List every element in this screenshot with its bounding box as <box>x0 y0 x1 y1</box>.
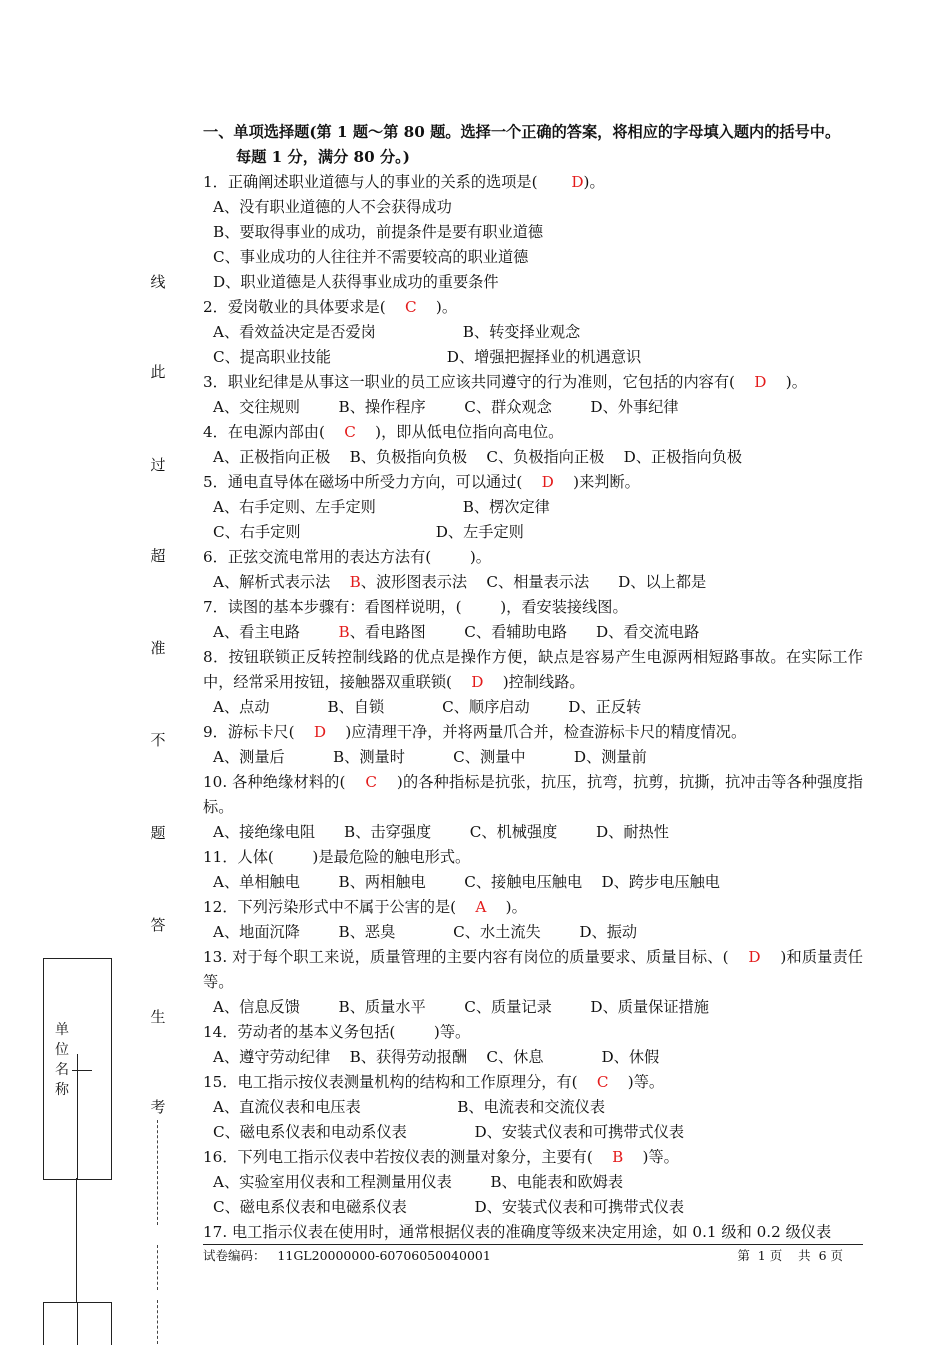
question-stem <box>203 595 863 620</box>
answer-mark: A <box>475 898 487 916</box>
margin-dash-line <box>157 1245 158 1290</box>
question-text-tail: )，即从低电位指向高电位。 <box>355 423 564 441</box>
margin-char: 考 <box>150 1098 166 1116</box>
question-text-tail: )应清理干净，并将两量爪合并，检查游标卡尺的精度情况。 <box>326 723 747 741</box>
question-text: 12．下列污染形式中不属于公害的是( <box>203 898 476 916</box>
answer-mark: D <box>313 723 327 741</box>
option-line: A、点动 B、自锁 C、顺序启动 D、正反转 <box>213 698 642 716</box>
question-text-tail: )控制线路。 <box>483 673 585 691</box>
option-line: C、磁电系仪表和电磁系仪表 D、安装式仪表和可携带式仪表 <box>213 1198 685 1216</box>
margin-char: 生 <box>150 1008 166 1026</box>
option-line: A、实验室用仪表和工程测量用仪表 B、电能表和欧姆表 <box>213 1173 624 1191</box>
question-text: 15．电工指示按仪表测量机构的结构和工作原理分，有( <box>203 1073 597 1091</box>
question-text-tail: )等。 <box>623 1148 679 1166</box>
question-stem <box>203 895 863 920</box>
answer-mark: C <box>365 773 377 791</box>
question-stem <box>203 720 863 745</box>
margin-char: 此 <box>150 363 166 381</box>
answer-mark: C <box>404 298 417 316</box>
question-text: 6．正弦交流电常用的表达方法有( )。 <box>203 548 491 566</box>
section-title: 一、单项选择题(第 1 题～第 80 题。选择一个正确的答案，将相应的字母填入题内的括号中。 <box>203 123 841 141</box>
option-line: A、没有职业道德的人不会获得成功 <box>213 198 452 216</box>
question-text-tail: )。 <box>486 898 527 916</box>
question-stem <box>203 645 863 695</box>
question-text-tail: )。 <box>583 173 605 191</box>
question-stem <box>203 945 863 995</box>
question-stem <box>203 1145 863 1170</box>
answer-mark: C <box>344 423 356 441</box>
question-text: 16．下列电工指示仪表中若按仪表的测量对象分，主要有( <box>203 1148 613 1166</box>
question-text-tail: )和质量责任等。 <box>203 948 863 991</box>
margin-char: 答 <box>150 916 166 934</box>
question-text: 5．通电直导体在磁场中所受力方向，可以通过( <box>203 473 542 491</box>
option-line: B、要取得事业的成功，前提条件是要有职业道德 <box>213 223 544 241</box>
option-line: A、看效益决定是否爱岗 B、转变择业观念 <box>213 323 581 341</box>
question-stem <box>203 1070 863 1095</box>
question-stem <box>203 470 863 495</box>
lower-box-divider <box>77 1303 78 1345</box>
question-text-tail: )。 <box>416 298 458 316</box>
margin-char: 准 <box>150 639 166 657</box>
option-text: 、波形图表示法 C、相量表示法 D、以上都是 <box>360 573 707 591</box>
option-line: C、提高职业技能 D、增强把握择业的机遇意识 <box>213 348 642 366</box>
margin-char: 过 <box>150 456 166 474</box>
question-text: 10. 各种绝缘材料的( <box>203 773 366 791</box>
question-text-tail: )等。 <box>608 1073 665 1091</box>
option-text: 、看电路图 C、看辅助电路 D、看交流电路 <box>349 623 700 641</box>
unit-box <box>43 958 112 1180</box>
margin-dash-line <box>157 1300 158 1344</box>
answer-mark: C <box>596 1073 609 1091</box>
option-line: A、信息反馈 B、质量水平 C、质量记录 D、质量保证措施 <box>213 998 709 1016</box>
exam-code: 试卷编码： 11GL20000000-60706050040001 <box>203 1248 491 1263</box>
question-stem <box>203 1220 863 1245</box>
option-line: A、接绝缘电阻 B、击穿强度 C、机械强度 D、耐热性 <box>213 823 669 841</box>
question-stem <box>203 545 863 570</box>
question-text: 2．爱岗敬业的具体要求是( <box>203 298 405 316</box>
option-text: A、看主电路 <box>213 623 339 641</box>
question-stem <box>203 295 863 320</box>
question-stem <box>203 370 863 395</box>
question-stem <box>203 170 863 195</box>
unit-name-label: 单位名称 <box>55 1022 75 1098</box>
unit-box-tick <box>72 1070 92 1071</box>
answer-mark: B <box>612 1148 624 1166</box>
option-line: C、右手定则 D、左手定则 <box>213 523 524 541</box>
margin-dash-line <box>157 1120 158 1225</box>
answer-mark: D <box>571 173 584 191</box>
answer-mark: B <box>338 623 350 641</box>
answer-mark: D <box>541 473 554 491</box>
question-text: 13. 对于每个职工来说，质量管理的主要内容有岗位的质量要求、质量目标、( <box>203 948 749 966</box>
lower-box <box>43 1302 112 1345</box>
answer-mark: D <box>754 373 767 391</box>
option-line: A、遵守劳动纪律 B、获得劳动报酬 C、休息 D、休假 <box>213 1048 660 1066</box>
question-stem <box>203 1020 863 1045</box>
question-text: 7．读图的基本步骤有：看图样说明，( )，看安装接线图。 <box>203 598 628 616</box>
exam-content <box>203 120 863 1245</box>
margin-char: 不 <box>150 731 166 749</box>
option-line: A、测量后 B、测量时 C、测量中 D、测量前 <box>213 748 647 766</box>
option-line: C、磁电系仪表和电动系仪表 D、安装式仪表和可携带式仪表 <box>213 1123 685 1141</box>
question-text-tail: )的各种指标是抗张，抗压，抗弯，抗剪，抗撕，抗冲击等各种强度指标。 <box>203 773 863 816</box>
question-list <box>203 170 863 1245</box>
question-text-tail: )。 <box>766 373 807 391</box>
question-text: 17. 电工指示仪表在使用时，通常根据仪表的准确度等级来决定用途，如 0.1 级和 0.2 级仪表 <box>203 1223 832 1241</box>
margin-char: 线 <box>150 273 166 291</box>
question-text: 8．按钮联锁正反转控制线路的优点是操作方便，缺点是容易产生电源两相短路事故。在实际工作中，经常采用按钮，接触器双重联锁( <box>203 648 863 691</box>
option-line: A、右手定则、左手定则 B、楞次定律 <box>213 498 550 516</box>
question-text: 1．正确阐述职业道德与人的事业的关系的选项是( <box>203 173 572 191</box>
option-text: A、解析式表示法 <box>213 573 350 591</box>
option-line: A、交往规则 B、操作程序 C、群众观念 D、外事纪律 <box>213 398 679 416</box>
option-line <box>203 570 863 595</box>
option-line <box>203 620 863 645</box>
option-line: A、直流仪表和电压表 B、电流表和交流仪表 <box>213 1098 606 1116</box>
option-line: A、地面沉降 B、恶臭 C、水土流失 D、振动 <box>213 923 638 941</box>
option-line: C、事业成功的人往往并不需要较高的职业道德 <box>213 248 529 266</box>
answer-mark: B <box>349 573 361 591</box>
answer-mark: D <box>748 948 761 966</box>
question-text: 14．劳动者的基本义务包括( )等。 <box>203 1023 471 1041</box>
option-line: D、职业道德是人获得事业成功的重要条件 <box>213 273 499 291</box>
question-text-tail: )来判断。 <box>553 473 640 491</box>
binding-line <box>76 1178 77 1302</box>
margin-char: 超 <box>150 547 166 565</box>
question-text: 3．职业纪律是从事这一职业的员工应该共同遵守的行为准则，它包括的内容有( <box>203 373 755 391</box>
section-title-cont: 每题 1 分，满分 80 分。) <box>236 148 410 166</box>
answer-mark: D <box>471 673 484 691</box>
question-stem <box>203 845 863 870</box>
option-line: A、单相触电 B、两相触电 C、接触电压触电 D、跨步电压触电 <box>213 873 720 891</box>
question-text: 11．人体( )是最危险的触电形式。 <box>203 848 471 866</box>
margin-char: 题 <box>150 824 166 842</box>
question-stem <box>203 770 863 820</box>
footer-rule <box>203 1244 863 1245</box>
question-stem <box>203 420 863 445</box>
question-text: 4．在电源内部由( <box>203 423 345 441</box>
option-line: A、正极指向正极 B、负极指向负极 C、负极指向正极 D、正极指向负极 <box>213 448 743 466</box>
unit-box-divider <box>77 1054 78 1179</box>
page-number: 第 1 页 共 6 页 <box>737 1248 843 1263</box>
question-text: 9．游标卡尺( <box>203 723 314 741</box>
